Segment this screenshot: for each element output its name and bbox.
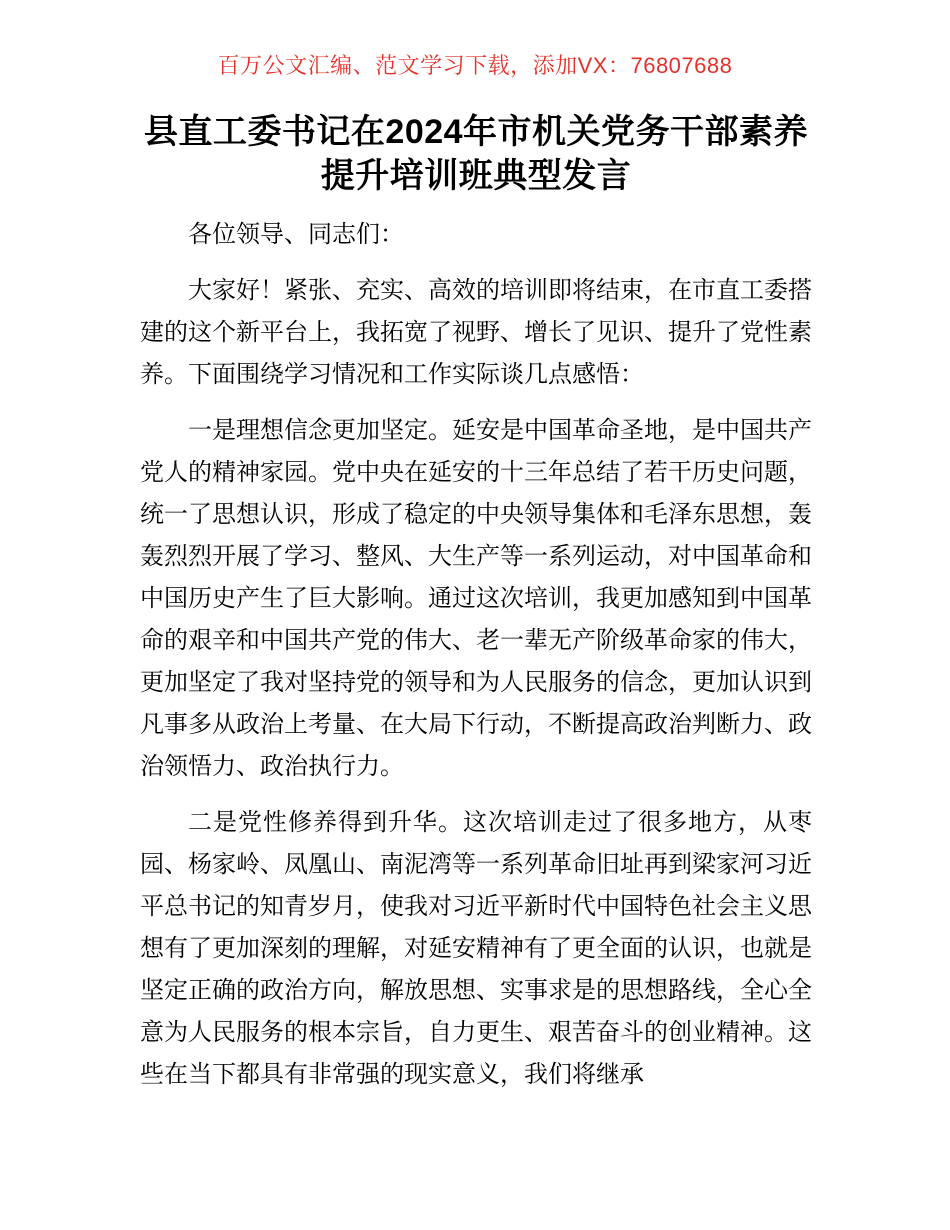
point-one-paragraph: 一是理想信念更加坚定。延安是中国革命圣地，是中国共产党人的精神家园。党中央在延安的十三年总结了若干历史问题，统一了思想认识，形成了稳定的中央领导集体和毛泽东思想，轰轰烈烈开展了学习、整风、大生产等一系列运动，对中国革命和中国历史产生了巨大影响。通过这次培训，我更加感知到中国革命的艰辛和中国共产党的伟大、老一辈无产阶级革命家的伟大，更加坚定了我对坚持党的领导和为人民服务的信念，更加认识到凡事多从政治上考量、在大局下行动，不断提高政治判断力、政治领悟力、政治执行力。 — [140, 417, 812, 780]
promo-watermark-text: 百万公文汇编、范文学习下载，添加VX：76807688 — [217, 53, 733, 78]
salutation-paragraph: 各位领导、同志们： — [188, 221, 404, 248]
intro-paragraph: 大家好！紧张、充实、高效的培训即将结束，在市直工委搭建的这个新平台上，我拓宽了视野、增长了见识、提升了党性素养。下面围绕学习情况和工作实际谈几点感悟： — [140, 277, 812, 388]
point-two-paragraph: 二是党性修养得到升华。这次培训走过了很多地方，从枣园、杨家岭、凤凰山、南泥湾等一系列革命旧址再到梁家河习近平总书记的知青岁月，使我对习近平新时代中国特色社会主义思想有了更加深刻的理解，对延安精神有了更全面的认识，也就是坚定正确的政治方向，解放思想、实事求是的思想路线，全心全意为人民服务的根本宗旨，自力更生、艰苦奋斗的创业精神。这些在当下都具有非常强的现实意义，我们将继承 — [140, 809, 812, 1088]
document-title: 县直工委书记在2024年市机关党务干部素养提升培训班典型发言 — [143, 113, 809, 195]
document-body — [140, 214, 812, 1096]
